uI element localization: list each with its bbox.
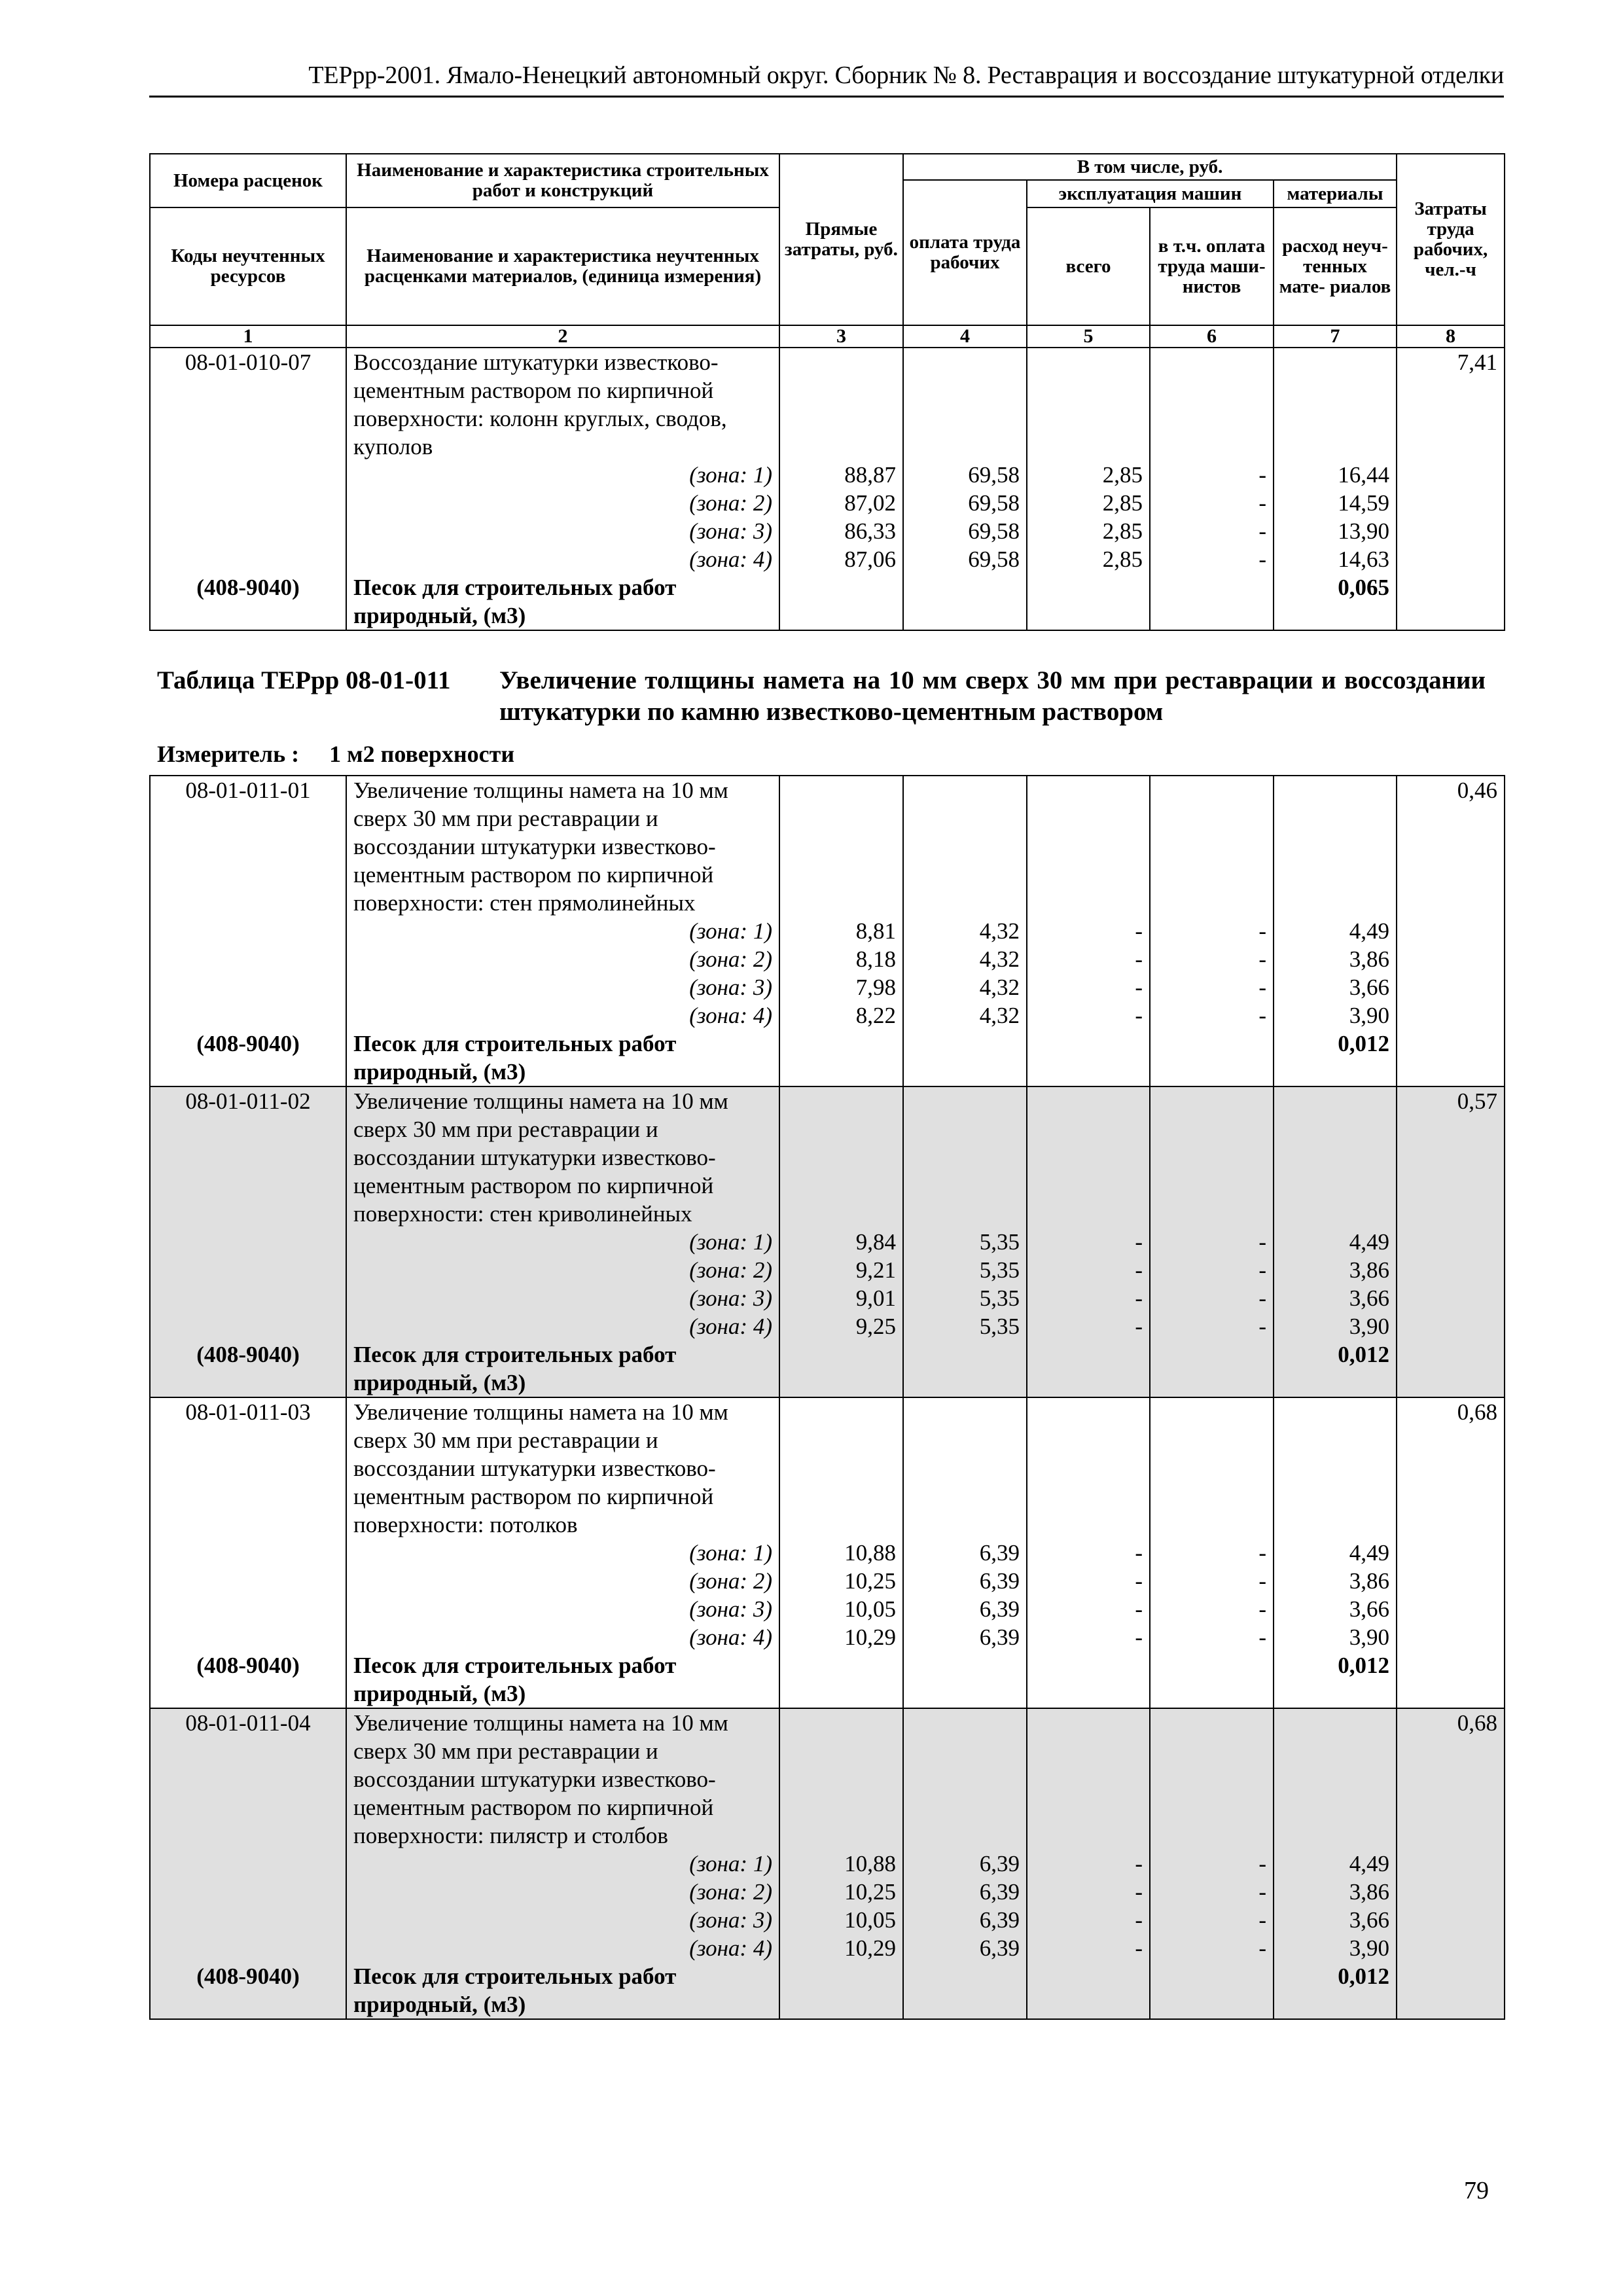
- machinists-pay-value: -: [1258, 1624, 1266, 1650]
- zone-label: (зона: 1): [689, 918, 772, 944]
- measure-line: [157, 740, 514, 768]
- col-machines-header: эксплуатация машин: [1027, 180, 1274, 207]
- machinists-pay-value: -: [1258, 1568, 1266, 1594]
- labor-pay-value: 6,39: [979, 1935, 1020, 1961]
- empty-cell: [779, 1651, 903, 1708]
- materials-cost-value: 4,49: [1349, 1229, 1389, 1255]
- machines-cost-cell: [1027, 1086, 1150, 1340]
- price-table-2: [149, 775, 1505, 2020]
- zone-label: (зона: 4): [689, 547, 772, 572]
- materials-cost-value: 3,86: [1349, 1879, 1389, 1905]
- direct-cost-value: 7,98: [855, 975, 896, 1000]
- labor-pay-value: 6,39: [979, 1596, 1020, 1622]
- labor-pay-value: 69,58: [968, 490, 1020, 516]
- materials-cost-value: 3,66: [1349, 1907, 1389, 1933]
- machinists-pay-value: -: [1258, 946, 1266, 972]
- material-row: [150, 1651, 1505, 1708]
- rate-code-text: 08-01-011-03: [185, 1399, 311, 1425]
- materials-cost-cell: [1274, 1397, 1397, 1651]
- material-code: (408-9040): [150, 1651, 346, 1708]
- labor-pay-value: 4,32: [979, 1003, 1020, 1028]
- labor-cost-cell: [1397, 348, 1505, 573]
- direct-cost-value: 10,25: [844, 1568, 896, 1594]
- material-row: [150, 1030, 1505, 1086]
- empty-cell: [1397, 1340, 1505, 1397]
- empty-cell: [1397, 1030, 1505, 1086]
- col-labor-costs-header: Затраты труда рабочих, чел.-ч: [1397, 154, 1505, 325]
- labor-pay-value: 6,39: [979, 1907, 1020, 1933]
- description-line: поверхности: стен криволинейных: [353, 1201, 692, 1227]
- labor-pay-value: 4,32: [979, 918, 1020, 944]
- machines-cost-value: -: [1135, 946, 1143, 972]
- materials-cost-value: 4,49: [1349, 1540, 1389, 1566]
- rate-code: [150, 1397, 346, 1651]
- empty-cell: [1150, 1651, 1274, 1708]
- col-machinists-pay-header: в т.ч. оплата труда маши- нистов: [1150, 207, 1274, 325]
- labor-pay-value: 4,32: [979, 946, 1020, 972]
- rate-code-text: 08-01-011-02: [185, 1088, 311, 1114]
- machines-cost-value: -: [1135, 918, 1143, 944]
- direct-cost-cell: [779, 1086, 903, 1340]
- labor-cost-value: 0,57: [1457, 1088, 1497, 1114]
- col-work-name-header: Наименование и характеристика строительных работ и конструкций: [346, 154, 779, 207]
- machines-cost-value: 2,85: [1102, 490, 1143, 516]
- material-name: Песок для строительных работ природный, (м3): [346, 1030, 779, 1086]
- machines-cost-cell: [1027, 348, 1150, 573]
- labor-cost-cell: [1397, 1708, 1505, 1962]
- machines-cost-value: -: [1135, 1568, 1143, 1594]
- machinists-pay-value: -: [1258, 547, 1266, 572]
- table-number: Таблица ТЕРрр 08-01-011: [157, 666, 451, 694]
- labor-pay-cell: [903, 1708, 1027, 1962]
- zone-label: (зона: 1): [689, 1229, 772, 1255]
- direct-cost-value: 87,02: [844, 490, 896, 516]
- zone-label: (зона: 2): [689, 1879, 772, 1905]
- zone-label: (зона: 3): [689, 1596, 772, 1622]
- machinists-pay-cell: [1150, 776, 1274, 1030]
- col-number: 6: [1150, 325, 1274, 348]
- materials-cost-value: 3,90: [1349, 1624, 1389, 1650]
- zone-label: (зона: 4): [689, 1314, 772, 1339]
- machinists-pay-cell: [1150, 1708, 1274, 1962]
- labor-cost-value: 7,41: [1457, 350, 1498, 375]
- description-line: воссоздании штукатурки известково-: [353, 1145, 716, 1170]
- machines-cost-value: 2,85: [1102, 518, 1143, 544]
- zone-label: (зона: 1): [689, 462, 772, 488]
- machines-cost-value: -: [1135, 1314, 1143, 1339]
- zone-label: (зона: 1): [689, 1540, 772, 1566]
- materials-cost-value: 3,86: [1349, 946, 1389, 972]
- labor-pay-cell: [903, 776, 1027, 1030]
- labor-pay-value: 6,39: [979, 1624, 1020, 1650]
- description-line: Воссоздание штукатурки известково-: [353, 350, 719, 375]
- direct-cost-value: 8,22: [855, 1003, 896, 1028]
- description-line: поверхности: стен прямолинейных: [353, 890, 696, 916]
- col-number: 3: [779, 325, 903, 348]
- column-numbers-row: [150, 325, 1505, 348]
- machines-cost-value: -: [1135, 1257, 1143, 1283]
- materials-cost-value: 3,66: [1349, 975, 1389, 1000]
- material-quantity: 0,065: [1274, 573, 1397, 630]
- direct-cost-cell: [779, 348, 903, 573]
- machines-cost-value: -: [1135, 1229, 1143, 1255]
- col-direct-costs-header: Прямые затраты, руб.: [779, 154, 903, 325]
- empty-cell: [779, 1962, 903, 2019]
- machinists-pay-value: -: [1258, 1907, 1266, 1933]
- rate-description: [346, 776, 779, 1030]
- materials-cost-value: 13,90: [1338, 518, 1390, 544]
- description-line: цементным раствором по кирпичной: [353, 1484, 714, 1509]
- empty-cell: [1027, 1030, 1150, 1086]
- labor-pay-value: 6,39: [979, 1540, 1020, 1566]
- direct-cost-value: 87,06: [844, 547, 896, 572]
- machines-cost-value: -: [1135, 1285, 1143, 1311]
- direct-cost-value: 88,87: [844, 462, 896, 488]
- machinists-pay-value: -: [1258, 1540, 1266, 1566]
- labor-pay-value: 69,58: [968, 518, 1020, 544]
- labor-cost-value: 0,68: [1457, 1710, 1497, 1736]
- labor-pay-value: 5,35: [979, 1314, 1020, 1339]
- rate-description: [346, 348, 779, 573]
- direct-cost-value: 10,88: [844, 1851, 896, 1876]
- labor-pay-cell: [903, 1086, 1027, 1340]
- rate-row: [150, 1086, 1505, 1340]
- material-quantity: 0,012: [1274, 1651, 1397, 1708]
- labor-pay-value: 4,32: [979, 975, 1020, 1000]
- machinists-pay-cell: [1150, 1397, 1274, 1651]
- materials-cost-value: 4,49: [1349, 1851, 1389, 1876]
- machines-cost-cell: [1027, 776, 1150, 1030]
- direct-cost-value: 10,05: [844, 1596, 896, 1622]
- machines-cost-cell: [1027, 1708, 1150, 1962]
- empty-cell: [779, 1030, 903, 1086]
- table-name: Увеличение толщины намета на 10 мм сверх 30 мм при реставрации и воссоздании штукатурки по камню известково-цементным раствором: [499, 666, 1486, 726]
- col-number: 1: [150, 325, 346, 348]
- direct-cost-value: 10,88: [844, 1540, 896, 1566]
- col-number: 7: [1274, 325, 1397, 348]
- machines-cost-value: 2,85: [1102, 547, 1143, 572]
- col-materials-header: материалы: [1274, 180, 1397, 207]
- material-row: [150, 573, 1505, 630]
- col-labor-pay-header: оплата труда рабочих: [903, 180, 1027, 325]
- labor-cost-value: 0,46: [1457, 778, 1497, 803]
- material-name: Песок для строительных работ природный, (м3): [346, 1962, 779, 2019]
- direct-cost-value: 9,21: [855, 1257, 896, 1283]
- col-resource-codes-header: Коды неучтенных ресурсов: [150, 207, 346, 325]
- materials-cost-value: 3,90: [1349, 1003, 1389, 1028]
- empty-cell: [1150, 1030, 1274, 1086]
- machinists-pay-value: -: [1258, 490, 1266, 516]
- empty-cell: [1027, 573, 1150, 630]
- material-name: Песок для строительных работ природный, (м3): [346, 573, 779, 630]
- direct-cost-value: 9,84: [855, 1229, 896, 1255]
- description-line: поверхности: пилястр и столбов: [353, 1823, 668, 1848]
- empty-cell: [779, 1340, 903, 1397]
- direct-cost-value: 10,29: [844, 1935, 896, 1961]
- empty-cell: [1150, 1962, 1274, 2019]
- zone-label: (зона: 4): [689, 1003, 772, 1028]
- machines-cost-cell: [1027, 1397, 1150, 1651]
- direct-cost-value: 10,25: [844, 1879, 896, 1905]
- machines-cost-value: -: [1135, 1935, 1143, 1961]
- description-line: куполов: [353, 434, 433, 459]
- empty-cell: [903, 1030, 1027, 1086]
- empty-cell: [1150, 573, 1274, 630]
- labor-pay-cell: [903, 1397, 1027, 1651]
- rate-row: [150, 776, 1505, 1030]
- col-number: 4: [903, 325, 1027, 348]
- zone-label: (зона: 3): [689, 1285, 772, 1311]
- description-line: цементным раствором по кирпичной: [353, 1173, 714, 1198]
- labor-pay-value: 5,35: [979, 1229, 1020, 1255]
- empty-cell: [1397, 573, 1505, 630]
- rate-code-text: 08-01-010-07: [185, 350, 312, 375]
- description-line: поверхности: колонн круглых, сводов,: [353, 406, 727, 431]
- rate-code: [150, 776, 346, 1030]
- col-number: 2: [346, 325, 779, 348]
- rate-code-text: 08-01-011-01: [185, 778, 311, 803]
- materials-cost-value: 3,66: [1349, 1285, 1389, 1311]
- material-code: (408-9040): [150, 1340, 346, 1397]
- direct-cost-value: 8,81: [855, 918, 896, 944]
- machinists-pay-value: -: [1258, 462, 1266, 488]
- zone-label: (зона: 3): [689, 975, 772, 1000]
- machinists-pay-value: -: [1258, 918, 1266, 944]
- direct-cost-value: 10,29: [844, 1624, 896, 1650]
- description-line: Увеличение толщины намета на 10 мм: [353, 1399, 728, 1425]
- materials-cost-value: 14,59: [1338, 490, 1390, 516]
- direct-cost-cell: [779, 1708, 903, 1962]
- empty-cell: [779, 573, 903, 630]
- machinists-pay-value: -: [1258, 1229, 1266, 1255]
- materials-cost-value: 3,90: [1349, 1935, 1389, 1961]
- description-line: воссоздании штукатурки известково-: [353, 1456, 716, 1481]
- empty-cell: [903, 1962, 1027, 2019]
- empty-cell: [1397, 1651, 1505, 1708]
- direct-cost-value: 9,01: [855, 1285, 896, 1311]
- material-row: [150, 1962, 1505, 2019]
- zone-label: (зона: 2): [689, 1568, 772, 1594]
- col-rate-number-header: Номера расценок: [150, 154, 346, 207]
- machines-cost-value: -: [1135, 1879, 1143, 1905]
- machines-cost-value: -: [1135, 1540, 1143, 1566]
- rate-description: [346, 1708, 779, 1962]
- rate-row: [150, 348, 1505, 573]
- machines-cost-value: -: [1135, 1907, 1143, 1933]
- description-line: Увеличение толщины намета на 10 мм: [353, 1710, 728, 1736]
- machinists-pay-value: -: [1258, 1257, 1266, 1283]
- direct-cost-cell: [779, 776, 903, 1030]
- machines-cost-value: -: [1135, 975, 1143, 1000]
- rate-code: [150, 348, 346, 573]
- rate-row: [150, 1397, 1505, 1651]
- machinists-pay-value: -: [1258, 975, 1266, 1000]
- col-number: 5: [1027, 325, 1150, 348]
- measure-value: 1 м2 поверхности: [329, 741, 515, 767]
- material-code: (408-9040): [150, 1030, 346, 1086]
- empty-cell: [1397, 1962, 1505, 2019]
- col-machines-total-header: всего: [1027, 207, 1150, 325]
- description-line: цементным раствором по кирпичной: [353, 1795, 714, 1820]
- empty-cell: [1027, 1962, 1150, 2019]
- page-header: ТЕРрр-2001. Ямало-Ненецкий автономный округ. Сборник № 8. Реставрация и воссоздание штукатурной отделки: [149, 59, 1504, 98]
- labor-pay-value: 6,39: [979, 1568, 1020, 1594]
- price-table-1: [149, 153, 1505, 631]
- rate-row: [150, 1708, 1505, 1962]
- material-quantity: 0,012: [1274, 1340, 1397, 1397]
- materials-cost-value: 3,66: [1349, 1596, 1389, 1622]
- material-code: (408-9040): [150, 573, 346, 630]
- material-name: Песок для строительных работ природный, (м3): [346, 1340, 779, 1397]
- machines-cost-value: 2,85: [1102, 462, 1143, 488]
- labor-pay-value: 5,35: [979, 1257, 1020, 1283]
- description-line: сверх 30 мм при реставрации и: [353, 806, 658, 831]
- description-line: цементным раствором по кирпичной: [353, 378, 714, 403]
- machinists-pay-value: -: [1258, 1851, 1266, 1876]
- machinists-pay-value: -: [1258, 1596, 1266, 1622]
- machinists-pay-value: -: [1258, 518, 1266, 544]
- machines-cost-value: -: [1135, 1851, 1143, 1876]
- empty-cell: [903, 1651, 1027, 1708]
- labor-pay-value: 6,39: [979, 1879, 1020, 1905]
- labor-cost-value: 0,68: [1457, 1399, 1497, 1425]
- zone-label: (зона: 4): [689, 1624, 772, 1650]
- description-line: сверх 30 мм при реставрации и: [353, 1427, 658, 1453]
- materials-cost-cell: [1274, 1708, 1397, 1962]
- materials-cost-cell: [1274, 348, 1397, 573]
- rate-code: [150, 1708, 346, 1962]
- labor-pay-value: 69,58: [968, 462, 1020, 488]
- labor-cost-cell: [1397, 776, 1505, 1030]
- materials-cost-value: 3,86: [1349, 1257, 1389, 1283]
- labor-pay-cell: [903, 348, 1027, 573]
- machines-cost-value: -: [1135, 1003, 1143, 1028]
- rate-description: [346, 1086, 779, 1340]
- labor-cost-cell: [1397, 1397, 1505, 1651]
- empty-cell: [1150, 1340, 1274, 1397]
- empty-cell: [903, 573, 1027, 630]
- description-line: Увеличение толщины намета на 10 мм: [353, 778, 728, 803]
- machinists-pay-cell: [1150, 1086, 1274, 1340]
- direct-cost-value: 10,05: [844, 1907, 896, 1933]
- direct-cost-cell: [779, 1397, 903, 1651]
- empty-cell: [1027, 1340, 1150, 1397]
- zone-label: (зона: 3): [689, 1907, 772, 1933]
- rate-description: [346, 1397, 779, 1651]
- material-quantity: 0,012: [1274, 1030, 1397, 1086]
- materials-cost-value: 16,44: [1338, 462, 1390, 488]
- material-quantity: 0,012: [1274, 1962, 1397, 2019]
- zone-label: (зона: 4): [689, 1935, 772, 1961]
- materials-cost-cell: [1274, 776, 1397, 1030]
- table-title: [157, 665, 1486, 728]
- machinists-pay-value: -: [1258, 1935, 1266, 1961]
- col-number: 8: [1397, 325, 1505, 348]
- material-row: [150, 1340, 1505, 1397]
- material-code: (408-9040): [150, 1962, 346, 2019]
- machinists-pay-value: -: [1258, 1879, 1266, 1905]
- description-line: поверхности: потолков: [353, 1512, 578, 1537]
- material-name: Песок для строительных работ природный, (м3): [346, 1651, 779, 1708]
- machinists-pay-cell: [1150, 348, 1274, 573]
- materials-cost-value: 4,49: [1349, 918, 1389, 944]
- labor-pay-value: 5,35: [979, 1285, 1020, 1311]
- machines-cost-value: -: [1135, 1624, 1143, 1650]
- rate-code: [150, 1086, 346, 1340]
- col-materials-unaccounted-header: расход неуч- тенных мате- риалов: [1274, 207, 1397, 325]
- labor-cost-cell: [1397, 1086, 1505, 1340]
- direct-cost-value: 86,33: [844, 518, 896, 544]
- description-line: Увеличение толщины намета на 10 мм: [353, 1088, 728, 1114]
- materials-cost-value: 3,90: [1349, 1314, 1389, 1339]
- description-line: цементным раствором по кирпичной: [353, 862, 714, 888]
- empty-cell: [903, 1340, 1027, 1397]
- machinists-pay-value: -: [1258, 1003, 1266, 1028]
- zone-label: (зона: 1): [689, 1851, 772, 1876]
- materials-cost-cell: [1274, 1086, 1397, 1340]
- machinists-pay-value: -: [1258, 1285, 1266, 1311]
- description-line: воссоздании штукатурки известково-: [353, 834, 716, 859]
- measure-label: Измеритель :: [157, 741, 300, 767]
- col-including-header: В том числе, руб.: [903, 154, 1397, 180]
- labor-pay-value: 6,39: [979, 1851, 1020, 1876]
- direct-cost-value: 9,25: [855, 1314, 896, 1339]
- zone-label: (зона: 2): [689, 1257, 772, 1283]
- description-line: сверх 30 мм при реставрации и: [353, 1738, 658, 1764]
- materials-cost-value: 14,63: [1338, 547, 1390, 572]
- machinists-pay-value: -: [1258, 1314, 1266, 1339]
- zone-label: (зона: 2): [689, 946, 772, 972]
- page-number: 79: [1464, 2177, 1489, 2204]
- empty-cell: [1027, 1651, 1150, 1708]
- description-line: воссоздании штукатурки известково-: [353, 1767, 716, 1792]
- machines-cost-value: -: [1135, 1596, 1143, 1622]
- direct-cost-value: 8,18: [855, 946, 896, 972]
- materials-cost-value: 3,86: [1349, 1568, 1389, 1594]
- description-line: сверх 30 мм при реставрации и: [353, 1117, 658, 1142]
- rate-code-text: 08-01-011-04: [185, 1710, 311, 1736]
- labor-pay-value: 69,58: [968, 547, 1020, 572]
- zone-label: (зона: 3): [689, 518, 772, 544]
- col-material-name-header: Наименование и характеристика неучтенных расценками материалов, (единица измерения): [346, 207, 779, 325]
- zone-label: (зона: 2): [689, 490, 772, 516]
